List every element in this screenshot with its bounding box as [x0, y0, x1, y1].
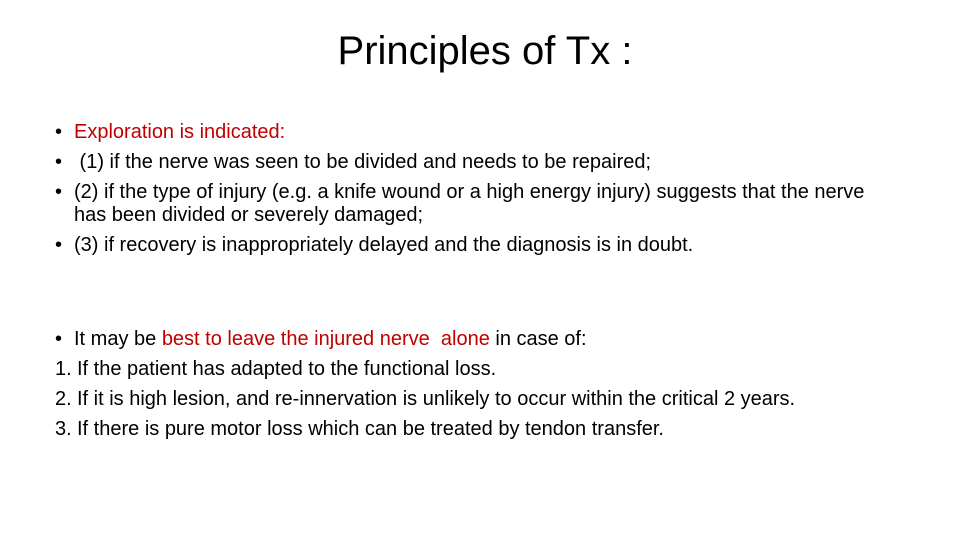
- bullet-text-highlight: Exploration is indicated:: [74, 121, 286, 143]
- exploration-bullet-list: [55, 121, 885, 264]
- bullet-marker: •: [55, 328, 63, 350]
- bullet-marker: •: [55, 181, 63, 203]
- numbered-item-text: If it is high lesion, and re-innervation is unlikely to occur within the critical 2 years.: [77, 388, 796, 410]
- intro-text-after: in case of:: [489, 328, 587, 350]
- item-number: 2.: [55, 388, 72, 410]
- bullet-marker: •: [55, 151, 63, 173]
- bullet-marker: •: [55, 121, 63, 143]
- numbered-list: [55, 358, 885, 441]
- bullet-item: [55, 234, 885, 257]
- bullet-item: [55, 181, 885, 227]
- item-number: 3.: [55, 418, 72, 440]
- item-number: 1.: [55, 358, 72, 380]
- bullet-item: [55, 151, 885, 174]
- intro-text-before: It may be: [74, 328, 162, 350]
- numbered-item: [55, 358, 885, 381]
- bullet-text: (1) if the nerve was seen to be divided and needs to be repaired;: [74, 151, 652, 173]
- bullet-text: (2) if the type of injury (e.g. a knife wound or a high energy injury) suggests that the nerve has been divided or severely damaged;: [74, 181, 865, 226]
- intro-text-highlight: best to leave the injured nerve alone: [161, 328, 490, 350]
- bullet-item: [55, 328, 885, 351]
- numbered-item-text: If the patient has adapted to the functional loss.: [77, 358, 497, 380]
- leave-nerve-list: [55, 328, 885, 448]
- bullet-text: (3) if recovery is inappropriately delayed and the diagnosis is in doubt.: [74, 234, 694, 256]
- numbered-item: [55, 388, 885, 411]
- numbered-item-text: If there is pure motor loss which can be treated by tendon transfer.: [77, 418, 664, 440]
- slide-title: Principles of Tx :: [337, 29, 633, 73]
- numbered-item: [55, 418, 885, 441]
- bullet-marker: •: [55, 234, 63, 256]
- bullet-item: [55, 121, 885, 144]
